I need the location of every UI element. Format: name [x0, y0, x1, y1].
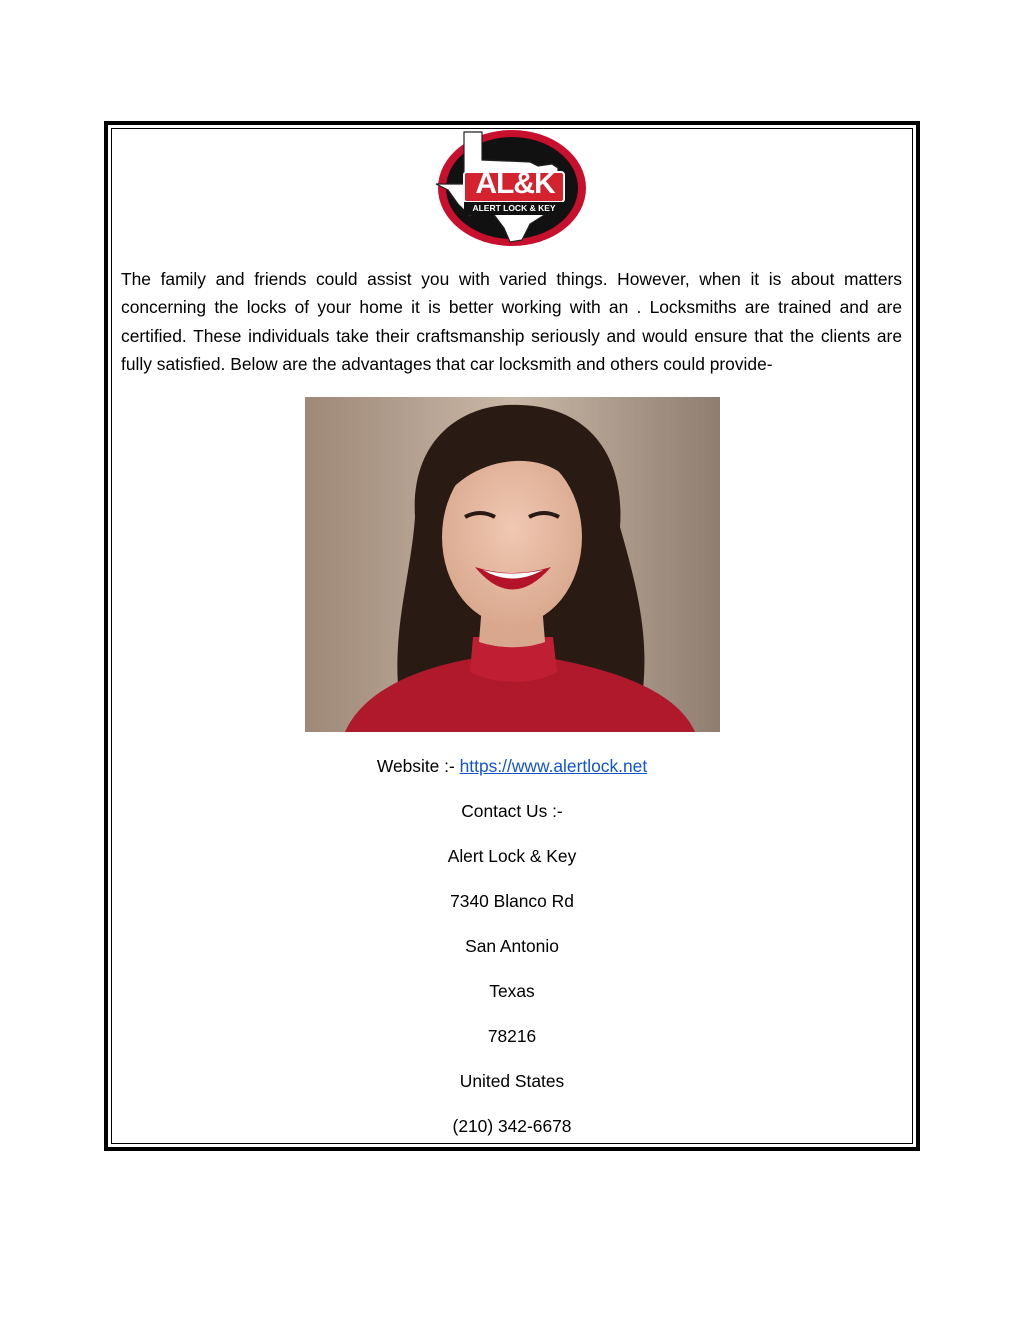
- contact-heading: Contact Us :-: [461, 801, 563, 821]
- contact-street: 7340 Blanco Rd: [450, 891, 574, 911]
- website-label: Website :-: [376, 756, 460, 776]
- intro-paragraph: The family and friends could assist you with varied things. However, when it is about matters concerning the locks of your home it is better working with an . Locksmiths are trained and are certified. These individuals take their craftsmanship seriously and would ensure that the clients are fully satisfied. Below are the advantages that car locksmith and others could provide-: [121, 269, 902, 375]
- contact-country: United States: [459, 1071, 565, 1091]
- logo-mark: AL&K: [475, 167, 555, 200]
- contact-zip: 78216: [487, 1026, 537, 1046]
- website-link[interactable]: https://www.alertlock.net: [459, 756, 648, 776]
- website-line: [108, 755, 916, 777]
- logo-name: ALERT LOCK & KEY: [472, 203, 556, 213]
- portrait-photo-icon: [305, 397, 720, 732]
- contact-phone: (210) 342-6678: [452, 1116, 572, 1136]
- portrait-photo: [305, 397, 720, 732]
- alk-logo: [434, 128, 590, 248]
- contact-city: San Antonio: [465, 936, 559, 956]
- contact-state: Texas: [489, 981, 535, 1001]
- contact-company: Alert Lock & Key: [447, 846, 577, 866]
